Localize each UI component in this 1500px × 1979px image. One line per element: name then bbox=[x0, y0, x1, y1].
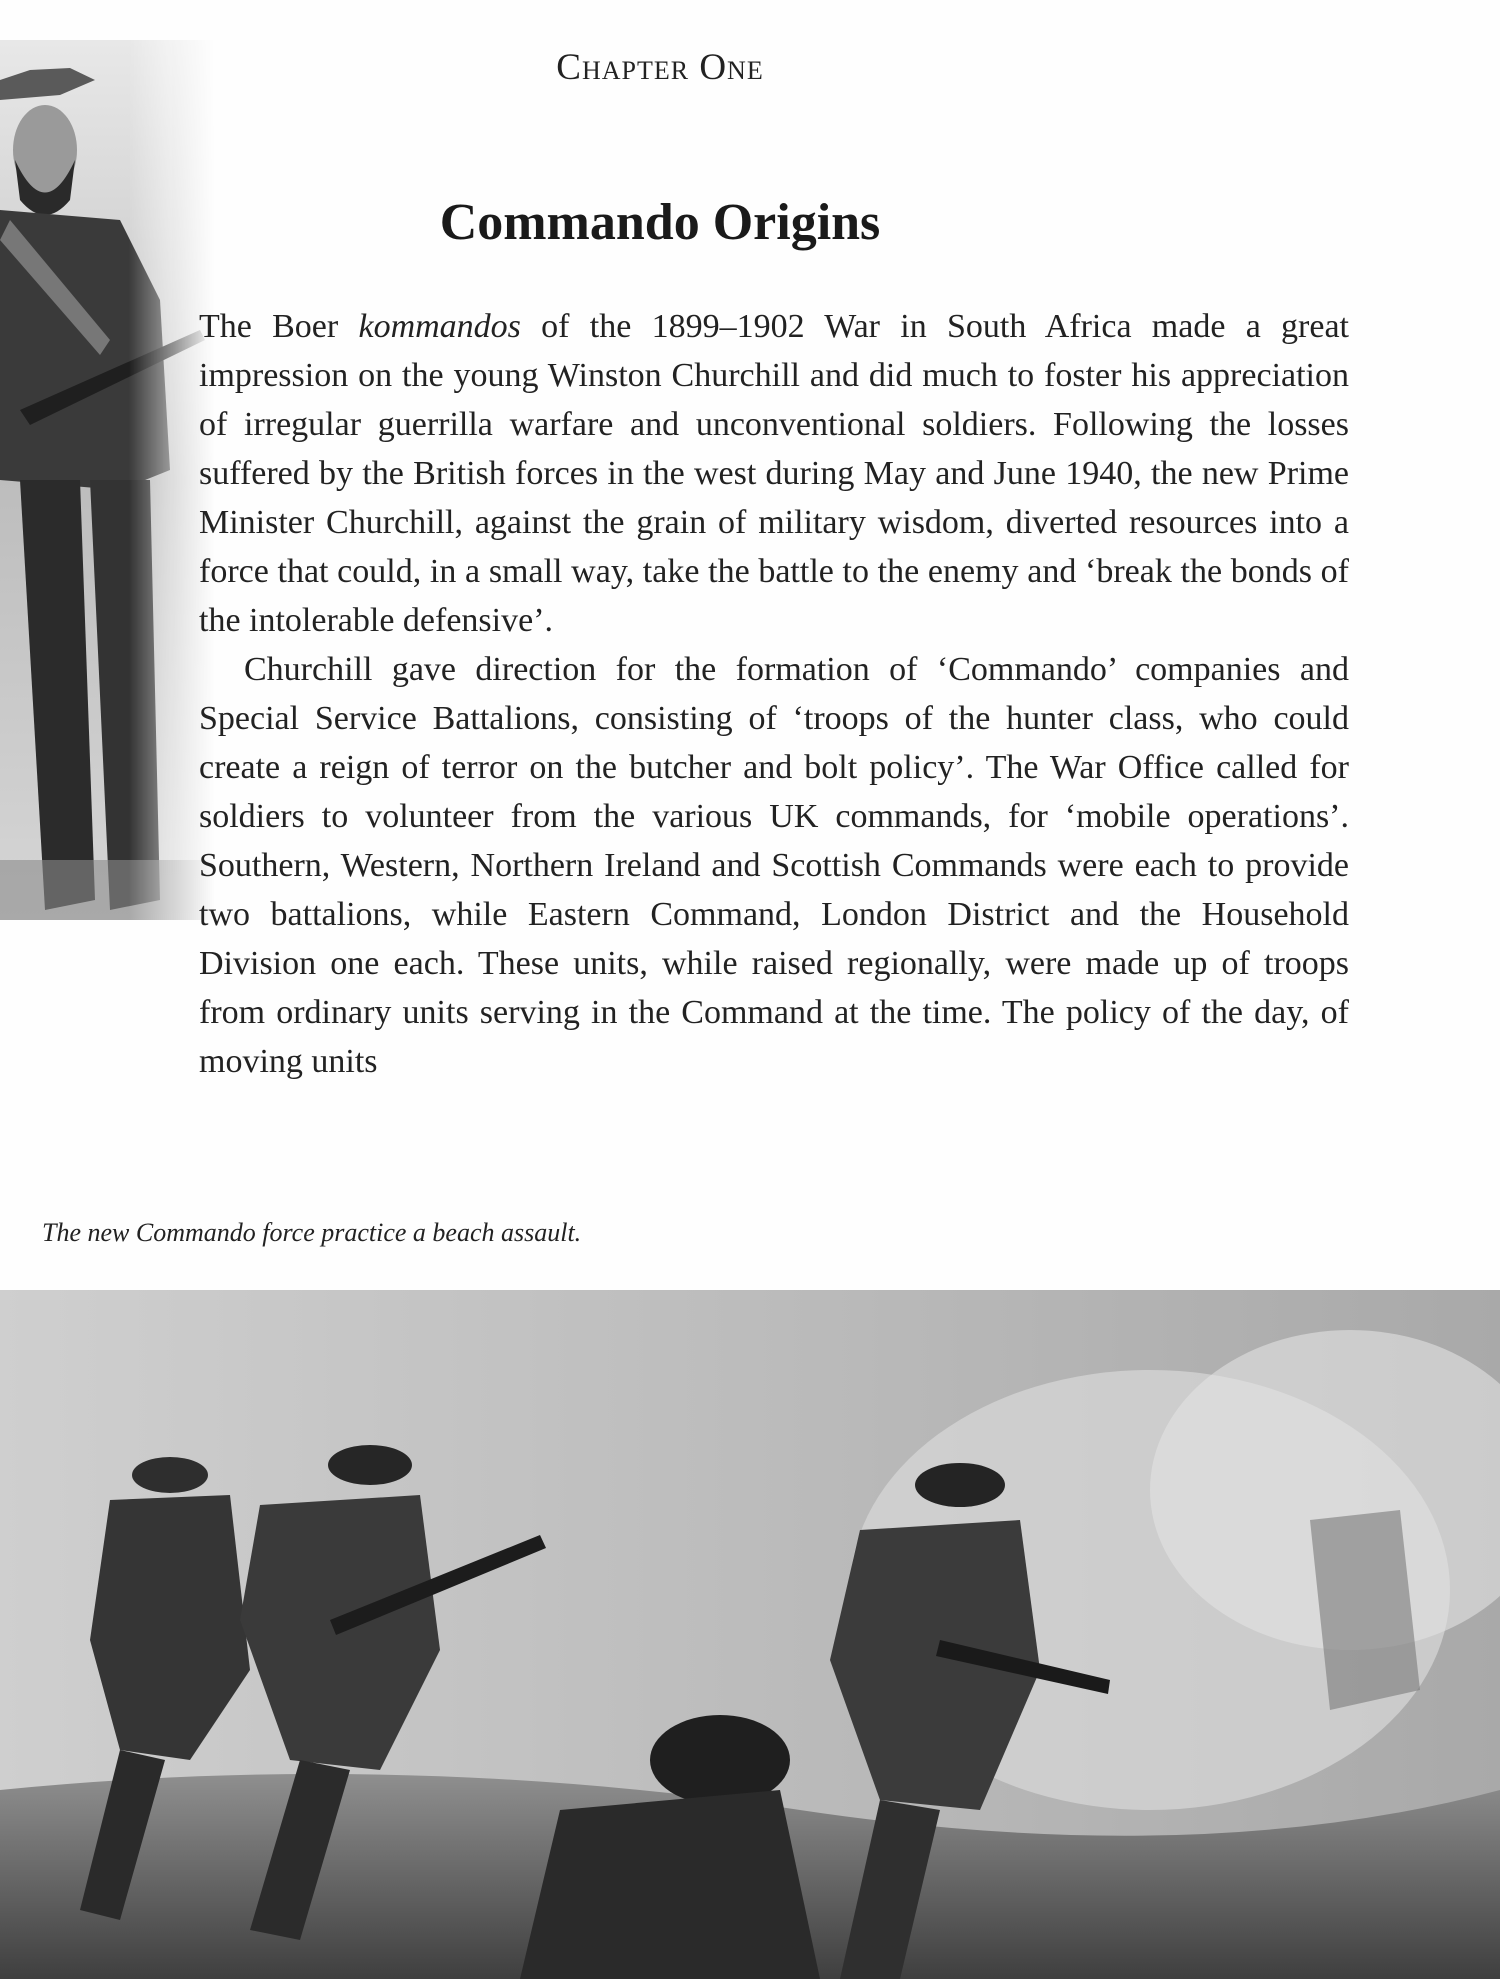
chapter-title: Commando Origins bbox=[439, 193, 881, 251]
paragraph-1 bbox=[199, 302, 1349, 645]
commando-beach-assault-photo-icon bbox=[0, 1290, 1500, 1979]
paragraph-1-italic-term: kommandos bbox=[358, 308, 521, 345]
boer-soldier-photo-icon bbox=[0, 40, 215, 920]
paragraph-2: Churchill gave direction for the formation of ‘Commando’ companies and Special Service Battalions, consisting of ‘troops of the hunter class, who could create a reign of terror on the butcher and bolt policy’. The War Office called for soldiers to volunteer from the various UK commands, for ‘mobile operations’. Southern, Western, Northern Ireland and Scottish Commands were each to provide two battalions, while Eastern Command, London District and the Household Division one each. These units, while raised regionally, were made up of troops from ordinary units serving in the Command at the time. The policy of the day, of moving units bbox=[199, 651, 1349, 1080]
chapter-label: Chapter One bbox=[556, 47, 764, 88]
commando-beach-assault-photo bbox=[0, 1290, 1500, 1979]
boer-soldier-photo bbox=[0, 40, 215, 920]
paragraph-1-rest: of the 1899–1902 War in South Africa made a great impression on the young Winston Churchill and did much to foster his appreciation of irregular guerrilla warfare and unconventional soldiers. Following the losses suffered by the British forces in the west during May and June 1940, the new Prime Minister Churchill, against the grain of military wisdom, diverted resources into a force that could, in a small way, take the battle to the enemy and ‘break the bonds of the intolerable defensive’. bbox=[199, 308, 1349, 639]
body-text bbox=[199, 302, 1349, 1086]
figure-caption: The new Commando force practice a beach assault. bbox=[42, 1218, 582, 1247]
paragraph-1-start: The Boer bbox=[199, 308, 359, 345]
